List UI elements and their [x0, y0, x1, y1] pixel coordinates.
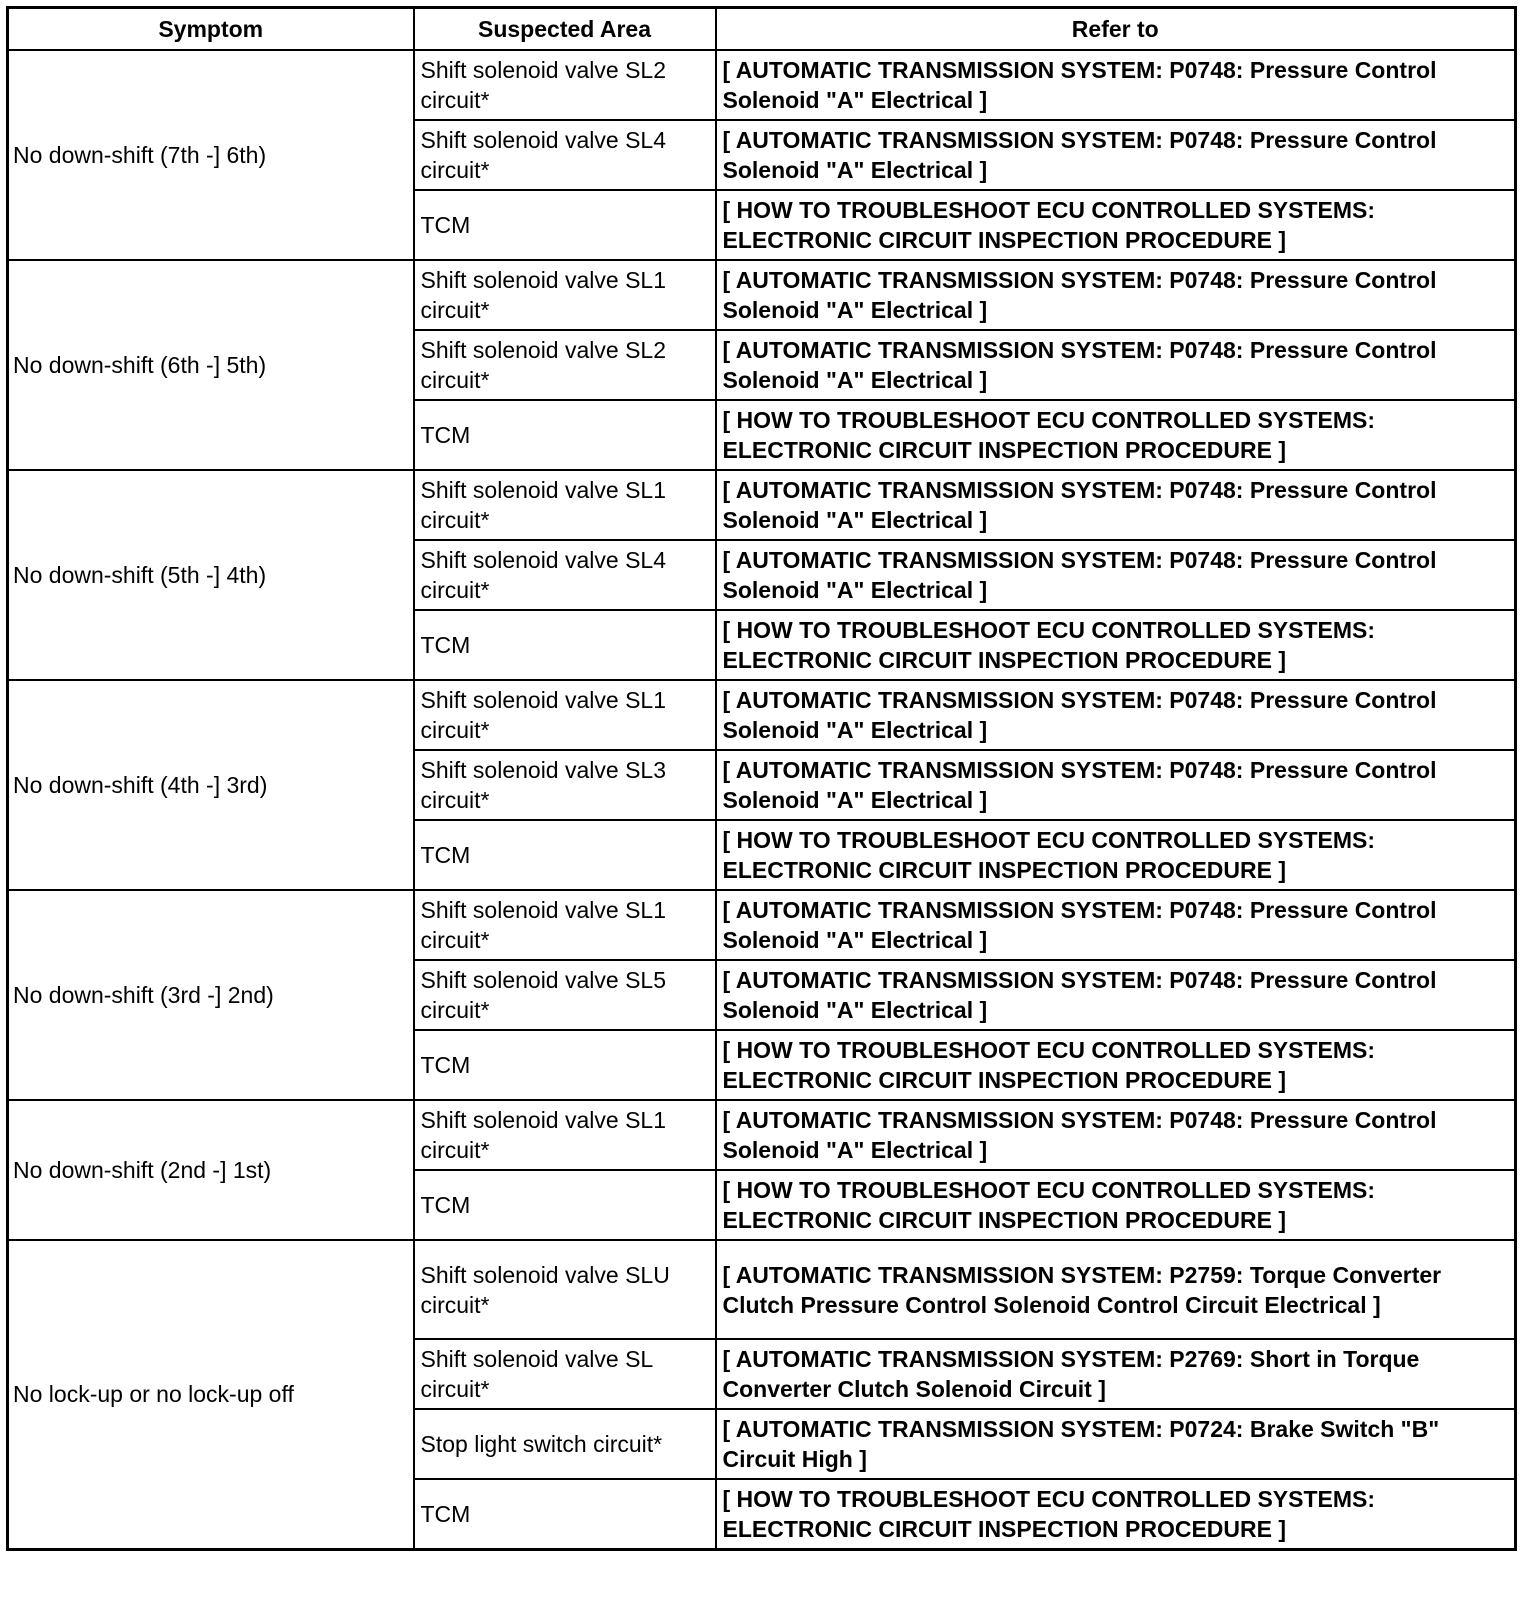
suspected-area-cell: Shift solenoid valve SL1 circuit* — [414, 470, 716, 540]
symptom-cell: No down-shift (7th -] 6th) — [8, 50, 414, 260]
suspected-area-cell: Shift solenoid valve SL3 circuit* — [414, 750, 716, 820]
refer-to-cell: [ HOW TO TROUBLESHOOT ECU CONTROLLED SYSTEMS: ELECTRONIC CIRCUIT INSPECTION PROCEDURE ] — [716, 190, 1516, 260]
refer-to-cell: [ AUTOMATIC TRANSMISSION SYSTEM: P0724: Brake Switch "B" Circuit High ] — [716, 1409, 1516, 1479]
symptom-cell: No down-shift (6th -] 5th) — [8, 260, 414, 470]
header-row — [8, 8, 1516, 51]
suspected-area-cell: TCM — [414, 400, 716, 470]
refer-to-cell: [ HOW TO TROUBLESHOOT ECU CONTROLLED SYSTEMS: ELECTRONIC CIRCUIT INSPECTION PROCEDURE ] — [716, 610, 1516, 680]
refer-to-cell: [ AUTOMATIC TRANSMISSION SYSTEM: P0748: Pressure Control Solenoid "A" Electrical ] — [716, 120, 1516, 190]
refer-to-cell: [ AUTOMATIC TRANSMISSION SYSTEM: P2759: Torque Converter Clutch Pressure Control Solenoid Control Circuit Electrical ] — [716, 1240, 1516, 1339]
suspected-area-cell: Shift solenoid valve SL1 circuit* — [414, 260, 716, 330]
symptom-cell: No lock-up or no lock-up off — [8, 1240, 414, 1549]
refer-to-cell: [ HOW TO TROUBLESHOOT ECU CONTROLLED SYSTEMS: ELECTRONIC CIRCUIT INSPECTION PROCEDURE ] — [716, 400, 1516, 470]
table-row — [8, 680, 1516, 750]
symptom-cell: No down-shift (2nd -] 1st) — [8, 1100, 414, 1240]
suspected-area-cell: Shift solenoid valve SL2 circuit* — [414, 50, 716, 120]
suspected-area-cell: Shift solenoid valve SLU circuit* — [414, 1240, 716, 1339]
suspected-area-cell: Stop light switch circuit* — [414, 1409, 716, 1479]
suspected-area-cell: Shift solenoid valve SL5 circuit* — [414, 960, 716, 1030]
refer-to-cell: [ AUTOMATIC TRANSMISSION SYSTEM: P0748: Pressure Control Solenoid "A" Electrical ] — [716, 890, 1516, 960]
symptom-cell: No down-shift (3rd -] 2nd) — [8, 890, 414, 1100]
suspected-area-cell: Shift solenoid valve SL circuit* — [414, 1339, 716, 1409]
refer-to-cell: [ AUTOMATIC TRANSMISSION SYSTEM: P0748: Pressure Control Solenoid "A" Electrical ] — [716, 260, 1516, 330]
header-refer-to: Refer to — [716, 8, 1516, 51]
header-symptom: Symptom — [8, 8, 414, 51]
symptom-cell: No down-shift (5th -] 4th) — [8, 470, 414, 680]
refer-to-cell: [ AUTOMATIC TRANSMISSION SYSTEM: P0748: Pressure Control Solenoid "A" Electrical ] — [716, 330, 1516, 400]
suspected-area-cell: Shift solenoid valve SL1 circuit* — [414, 1100, 716, 1170]
suspected-area-cell: TCM — [414, 1170, 716, 1240]
refer-to-cell: [ AUTOMATIC TRANSMISSION SYSTEM: P0748: Pressure Control Solenoid "A" Electrical ] — [716, 50, 1516, 120]
refer-to-cell: [ HOW TO TROUBLESHOOT ECU CONTROLLED SYSTEMS: ELECTRONIC CIRCUIT INSPECTION PROCEDURE ] — [716, 1479, 1516, 1549]
suspected-area-cell: Shift solenoid valve SL2 circuit* — [414, 330, 716, 400]
suspected-area-cell: Shift solenoid valve SL1 circuit* — [414, 680, 716, 750]
table-row — [8, 260, 1516, 330]
troubleshooting-table — [6, 6, 1517, 1551]
suspected-area-cell: TCM — [414, 190, 716, 260]
refer-to-cell: [ AUTOMATIC TRANSMISSION SYSTEM: P0748: Pressure Control Solenoid "A" Electrical ] — [716, 960, 1516, 1030]
suspected-area-cell: Shift solenoid valve SL4 circuit* — [414, 120, 716, 190]
table-row — [8, 1240, 1516, 1339]
header-suspected-area: Suspected Area — [414, 8, 716, 51]
suspected-area-cell: TCM — [414, 1479, 716, 1549]
symptom-cell: No down-shift (4th -] 3rd) — [8, 680, 414, 890]
refer-to-cell: [ AUTOMATIC TRANSMISSION SYSTEM: P2769: Short in Torque Converter Clutch Solenoid Circuit ] — [716, 1339, 1516, 1409]
table-row — [8, 890, 1516, 960]
refer-to-cell: [ HOW TO TROUBLESHOOT ECU CONTROLLED SYSTEMS: ELECTRONIC CIRCUIT INSPECTION PROCEDURE ] — [716, 820, 1516, 890]
table-body — [8, 50, 1516, 1549]
refer-to-cell: [ AUTOMATIC TRANSMISSION SYSTEM: P0748: Pressure Control Solenoid "A" Electrical ] — [716, 540, 1516, 610]
suspected-area-cell: Shift solenoid valve SL4 circuit* — [414, 540, 716, 610]
table-row — [8, 1100, 1516, 1170]
refer-to-cell: [ AUTOMATIC TRANSMISSION SYSTEM: P0748: Pressure Control Solenoid "A" Electrical ] — [716, 470, 1516, 540]
refer-to-cell: [ AUTOMATIC TRANSMISSION SYSTEM: P0748: Pressure Control Solenoid "A" Electrical ] — [716, 1100, 1516, 1170]
refer-to-cell: [ HOW TO TROUBLESHOOT ECU CONTROLLED SYSTEMS: ELECTRONIC CIRCUIT INSPECTION PROCEDURE ] — [716, 1030, 1516, 1100]
table-row — [8, 470, 1516, 540]
suspected-area-cell: TCM — [414, 820, 716, 890]
suspected-area-cell: TCM — [414, 610, 716, 680]
refer-to-cell: [ AUTOMATIC TRANSMISSION SYSTEM: P0748: Pressure Control Solenoid "A" Electrical ] — [716, 680, 1516, 750]
refer-to-cell: [ AUTOMATIC TRANSMISSION SYSTEM: P0748: Pressure Control Solenoid "A" Electrical ] — [716, 750, 1516, 820]
table-row — [8, 50, 1516, 120]
suspected-area-cell: Shift solenoid valve SL1 circuit* — [414, 890, 716, 960]
refer-to-cell: [ HOW TO TROUBLESHOOT ECU CONTROLLED SYSTEMS: ELECTRONIC CIRCUIT INSPECTION PROCEDURE ] — [716, 1170, 1516, 1240]
suspected-area-cell: TCM — [414, 1030, 716, 1100]
